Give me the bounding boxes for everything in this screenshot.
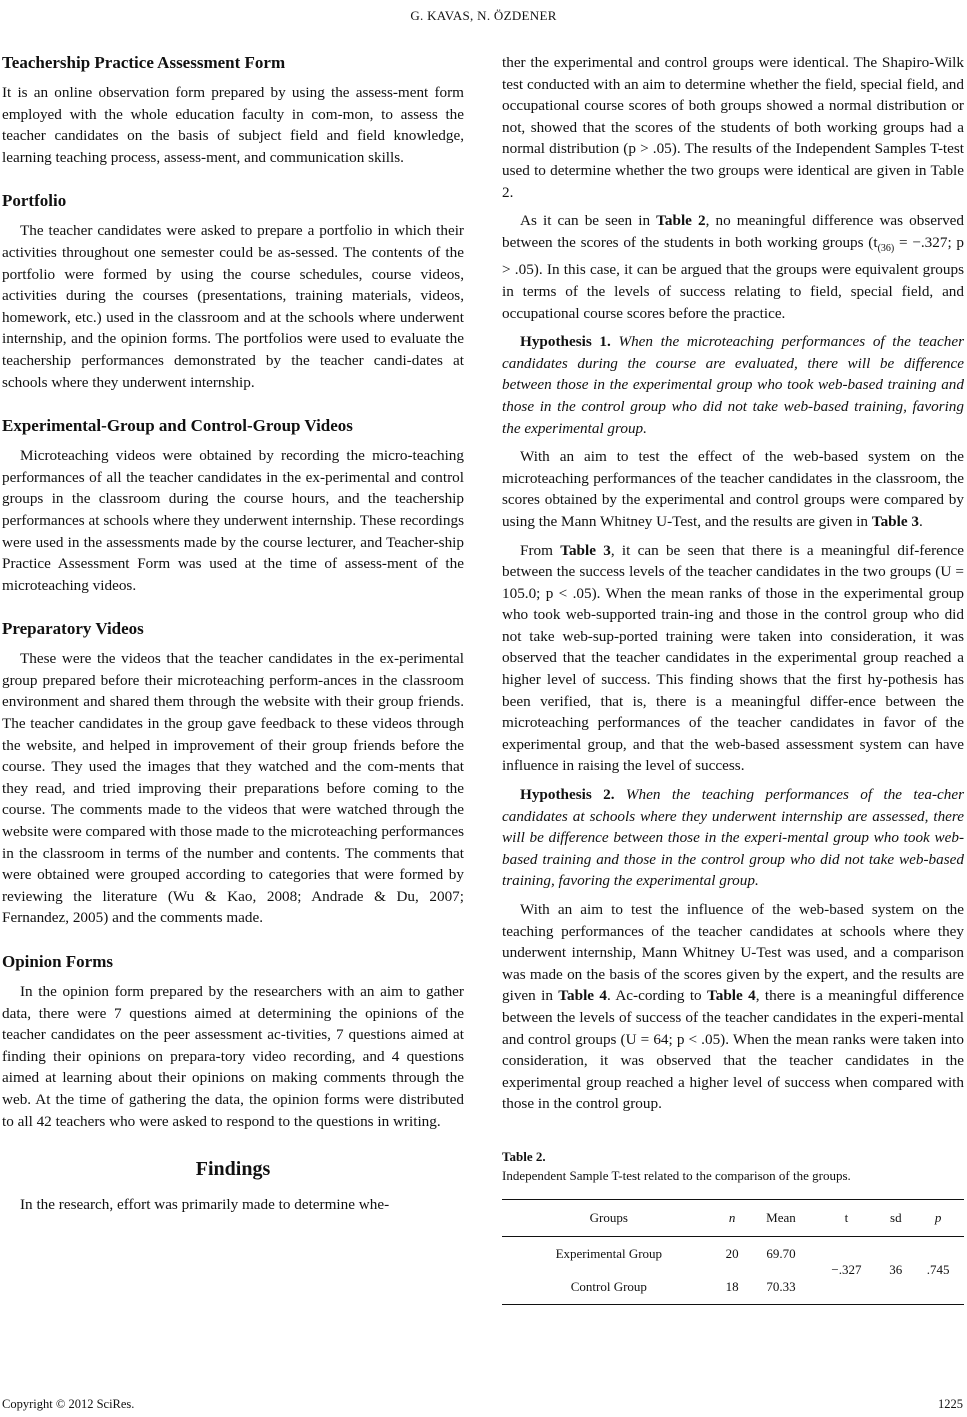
page-number: 1225 [938,1397,963,1411]
right-column [502,52,964,1305]
cell-mean: 70.33 [749,1270,814,1304]
table-ref: Table 3 [560,541,611,559]
table-ref: Table 4 [558,987,607,1005]
paragraph-hypothesis-2 [502,784,964,892]
copyright-footer: Copyright © 2012 SciRes. [2,1397,135,1411]
paragraph-identical-groups: ther the experimental and control groups were identical. The Shapiro-Wilk test conducted with an aim to determine whether the field, special field, and occupational course scores of both groups showed a normal distribution or not, showed that the scores of the students of both working groups had a normal distribution (p > .05). The results of the Independent Samples T-test used to determine whether the two groups were identical are given in Table 2. [502,54,964,201]
section-heading-videos: Experimental-Group and Control-Group Videos [2,416,353,436]
text-run: From [520,541,553,559]
paragraph-findings: In the research, effort was primarily made to determine whe- [20,1196,390,1214]
cell-t: −.327 [813,1236,879,1304]
text-run: , it can be seen that there is a meaningful dif-ference between the success levels of the teacher candidates in the two groups (U = 105.0; p < .05). When the mean ranks of those in the experimental group who took web-supported train-ing and those in the control group who did not take web-sup-ported training were taken into consideration, it was observed that the teacher candidates in the experimental group reached a higher level of success. This finding shows that the first hy-pothesis has been verified, that is, there is a meaningful differ-ence between the microteaching performances of the teacher candidates in favor of the experimental group, and that the web-based assessment system can have influence in raising the level of success. [502,541,964,775]
table-caption [502,1147,964,1185]
col-header-groups: Groups [502,1199,716,1236]
text-run: , no meaningful difference was observed between the scores of the students in both working groups (t [502,212,964,251]
table-row [502,1236,964,1270]
hypothesis-text: When the microteaching performances of the teacher candidates during the course are evaluated, there will be difference between those in the experimental group who took web-based training and those in the control group who did not take web-based training, favoring the experimental group. [502,333,965,437]
cell-n: 20 [725,1245,739,1261]
cell-group: Experimental Group [555,1245,663,1261]
text-run: As it can be seen in [520,212,651,230]
hypothesis-label: Hypothesis 2. [520,786,615,804]
text-run: = −.327; p > .05). In this case, it can be argued that the groups were equivalent groups in terms of the levels of success relating to field, special field, and occupational course scores before the practice. [502,233,964,322]
section-heading-portfolio: Portfolio [2,191,67,211]
paragraph-videos: Microteaching videos were obtained by recording the micro-teaching performances of all the teacher candidates in the ex-perimental and control groups in the classroom during the course hours, and the teachership performances at schools where they underwent internship. These recordings were used in the assessments made by the course lecturer, and Teacher-ship Practice Assessment Form was used at the time of assess-ment of the microteaching videos. [2,447,464,594]
table-caption-text: Independent Sample T-test related to the comparison of the groups. [502,1167,851,1183]
paragraph-preparatory: These were the videos that the teacher candidates in the ex-perimental group prepared before their microteaching perform-ances in the classroom environment and shared them through the website with their group friends. The teacher candidates in the group gave feedback to these videos through the website, and helped in improvement of their group friends before the course. They used the images that they watched and the com-ments that they read, and tried improving their preparations before coming to the course. The comments made to the videos that were watched through the website were compared with those made to the microteaching performances in the classroom in terms of the number and contents. The comments that were obtained were grouped according to categories that were formed by reviewing the literature (Wu & Kao, 2008; Andrade & Du, 2007; Fernandez, 2005) and the comments made. [2,650,464,927]
cell-group: Control Group [502,1270,716,1304]
paragraph-test-effect: With an aim to test the effect of the web-based system on the microteaching performances of the teacher candidates in the classroom, the scores obtained by the experimental and control groups were compared by using the Mann Whitney U-Test, and the results are given in Table 3. [502,448,964,530]
hypothesis-label: Hypothesis 1. [520,333,611,351]
table-header-row [502,1199,964,1236]
col-header-sd: sd [879,1199,912,1236]
section-heading-opinion-forms: Opinion Forms [2,952,113,971]
table-ref: Table 4 [707,987,756,1005]
section-heading-tpaf: Teachership Practice Assessment Form [2,53,286,72]
table-ref: Table 3 [871,512,919,530]
table-label: Table 2. [502,1148,546,1164]
paragraph-table4-discussion [502,899,964,1115]
paragraph-tpaf: It is an online observation form prepared by using the assess-ment form employed with the whole education faculty in com-mon, to assess the teacher candidates on the basis of subject field and field knowledge, learning teaching process, assess-ment, and communication skills. [2,84,464,166]
text-run: With an aim to test the influence of the web-based system on the teaching performances of the teacher candidates at schools where they underwent internship, Mann Whitney U-Test was used, and a comparison was made on the basis of the scores given by the expert, and the results are given in [502,901,964,1005]
text-run: With an aim to test the effect of the web-based system on the microteaching performances of the teacher candidates in the classroom, the scores obtained by the experimental and control groups were compared by using the Mann Whitney U-Test, and the results are given in [502,448,964,530]
running-header: G. KAVAS, N. ÖZDENER [410,8,557,23]
hypothesis-text: When the teaching performances of the tea-cher candidates at schools where they underwent internship are assessed, there will be difference between those in the experi-mental group who took web-based training and those in the control group who did not take web-based training, favoring the experimental group. [502,786,965,890]
subscript: (36) [877,242,895,254]
left-column [2,52,464,1216]
col-header-mean: Mean [749,1199,814,1236]
text-run: . Ac-cording to [607,987,702,1005]
paragraph-table3-discussion [502,540,964,778]
paragraph-portfolio: The teacher candidates were asked to prepare a portfolio in which their activities throughout one semester could be as-sessed. The contents of the portfolio were formed by using the course schedules, course videos, activities during the courses (presentations, training materials, videos, homework, etc.) used in the classroom and at the schools where underwent internship, and the opinion forms. The portfolios were used to evaluate the teachership performances demonstrated by the teacher candi-dates at schools where they underwent internship. [2,222,464,391]
col-header-p: p [912,1199,964,1236]
cell-n: 18 [716,1270,749,1304]
paragraph-hypothesis-1 [502,331,964,439]
cell-mean: 69.70 [766,1245,796,1261]
section-heading-preparatory: Preparatory Videos [2,619,144,639]
paragraph-opinion-forms: In the opinion form prepared by the researchers with an aim to gather data, there were 7 questions aimed at determining the opinions of the teacher candidates on the peer assessment ac-tivities, 7 questions aimed at finding their opinions on prepara-tory video recording, and 4 questions aimed at learning about their opinions on making comments through the web. At the time of gathering the data, the opinion forms were distributed to all 42 teachers who were asked to respond to the questions in writing. [2,983,464,1130]
col-header-t: t [813,1199,879,1236]
section-heading-findings: Findings [195,1158,271,1181]
cell-sd: 36 [879,1236,912,1304]
col-header-n: n [716,1199,749,1236]
text-run: , there is a meaningful difference between the levels of success of the teacher candidates in the experi-mental and control groups (U = 64; p < .05). When the mean ranks were taken into consideration, it was observed that the teacher candidates in the experimental group reached a higher level of success when compared with those in the control group. [502,987,965,1113]
paragraph-table2-discussion [502,210,964,324]
table-ref: Table 2 [656,212,706,230]
table-2 [502,1199,964,1305]
cell-p: .745 [912,1236,964,1304]
